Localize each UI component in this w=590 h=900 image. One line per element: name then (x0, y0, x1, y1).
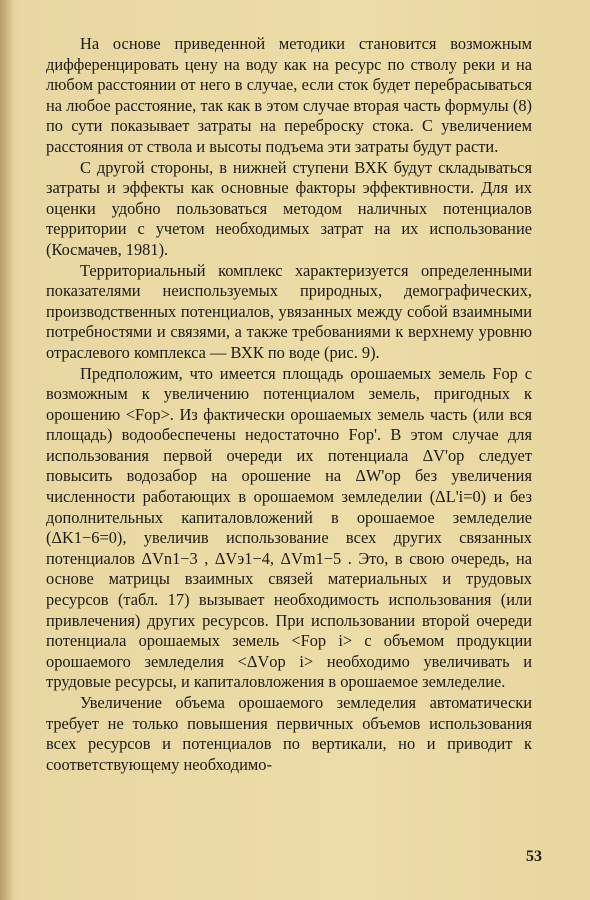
paragraph-4: Предположим, что имеется площадь орошаемых земель Fор с возможным к увеличению потенциалом земель, пригодных к орошению <Fор>. Из фактически орошаемых земель часть (или вся площадь) водообеспечены недостаточно Fор'. В этом случае для использования первой очереди их потенциала ΔV'ор следует повысить водозабор на орошение на ΔW'ор без увеличения численности работающих в орошаемом земледелии (ΔL'i=0) и без дополнительных капиталовложений в орошаемое земледелие (ΔK1−6=0), увеличив использование всех других связанных потенциалов ΔVn1−3 , ΔVэ1−4, ΔVm1−5 . Это, в свою очередь, на основе матрицы взаимных связей материальных и трудовых ресурсов (табл. 17) вызывает необходимость использования (или привлечения) других ресурсов. При использовании второй очереди потенциала орошаемых земель <Fор i> с объемом продукции орошаемого земледелия <ΔVор i> необходимо увеличивать и трудовые ресурсы, и капиталовложения в орошаемое земледелие. (46, 363, 532, 692)
paragraph-1: На основе приведенной методики становится возможным дифференцировать цену на воду как на ресурс по стволу реки и на любом расстоянии от него в случае, если сток будет перебрасываться на любое расстояние, так как в этом случае вторая часть формулы (8) по сути показывает затраты на переброску стока. С увеличением расстояния от ствола и высоты подъема эти затраты будут расти. (46, 34, 532, 156)
paragraph-2: С другой стороны, в нижней ступени ВХК будут складываться затраты и эффекты как основные факторы эффективности. Для их оценки удобно пользоваться методом наличных потенциалов территории с учетом необходимых затрат на их использование (Космачев, 1981). (46, 157, 532, 259)
page-number: 53 (526, 848, 542, 865)
body-text (46, 34, 532, 775)
paragraph-3: Территориальный комплекс характеризуется определенными показателями неиспользуемых природных, демографических, производственных потенциалов, увязанных между собой взаимными потребностями и связями, а также требованиями к верхнему уровню отраслевого комплекса — ВХК по воде (рис. 9). (46, 260, 532, 362)
paragraph-5: Увеличение объема орошаемого земледелия автоматически требует не только повышения первичных объемов использования всех ресурсов и потенциалов по вертикали, но и приводит к соответствующему необходимо- (46, 693, 532, 774)
binding-shadow (0, 0, 14, 900)
